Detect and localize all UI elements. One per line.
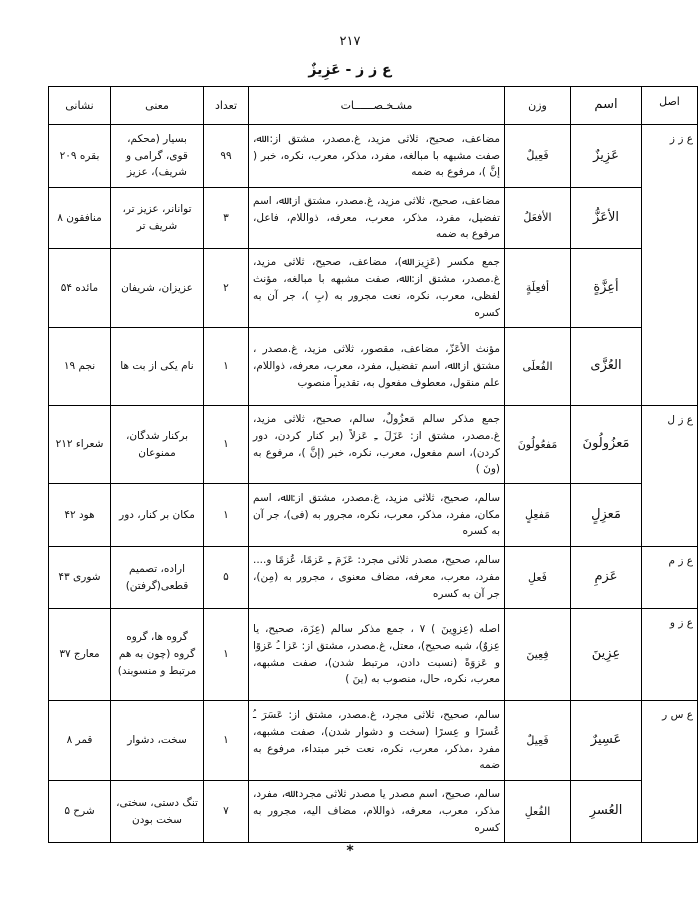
pattern-cell: فَعِيلٌ <box>505 701 571 781</box>
footer-mark: * <box>346 843 354 859</box>
meaning-cell: سخت، دشوار <box>111 701 204 781</box>
specs-cell: مضاعف، صحيح، ثلاثى مزيد، غ.مصدر، مشتق از: ﷲ، صفت مشبهه با مبالغه، مفرد، مذكر، معرب، نكره، خبر ( إنَّ )، مرفوع به ضمه <box>249 125 505 188</box>
page-number: ۲۱۷ <box>339 34 361 49</box>
specs-cell: سالم، صحيح، ثلاثى مجرد، غ.مصدر، مشتق از: عَسَرَ ـُ عُسرًا و عِسرًا (سخت و دشوار شدن)، صفت مشبهه، مفرد ،مذكر، معرب، نكره، نعت خبر مبتداء، مرفوع به ضمه <box>249 701 505 781</box>
table-row <box>49 547 698 609</box>
noun-cell: العُسرِ <box>571 781 642 843</box>
meaning-cell: بسیار (محکم، قوی، گرامی و شریف)، عزیز <box>111 125 204 188</box>
count-cell: ۱ <box>204 701 249 781</box>
header-pattern: وزن <box>505 87 571 125</box>
count-cell: ۱ <box>204 406 249 484</box>
root-cell: ع ز ل <box>642 406 698 547</box>
pattern-cell: الأفعَلُ <box>505 188 571 249</box>
noun-cell: مَعزِلٍ <box>571 484 642 547</box>
pattern-cell: أفعِلَةٍ <box>505 249 571 328</box>
root-cell: ع ز ز <box>642 125 698 406</box>
specs-cell: اصله (عِزوِينَ ) ۷ ، جمع مذكر سالم (عِزَة، صحيح، يا عِزوٌ)، شبه صحيح)، معتل، غ.مصدر، مشتق از: عَزا ـُ عَزوًا و عَزوَةً (نسبت دادن، مرتبط شدن)، صفت مشبهه، معرب، نكره، حال، منصوب به (ينَ ) <box>249 609 505 701</box>
pattern-cell: فِعِينَ <box>505 609 571 701</box>
count-cell: ۷ <box>204 781 249 843</box>
count-cell: ۳ <box>204 188 249 249</box>
pattern-cell: الفُعلِ <box>505 781 571 843</box>
specs-cell: سالم، صحيح، مصدر ثلاثى مجرد: عَزَمَ ـِ عَزمًا، عُزمًا و.... مفرد، معرب، معرفه، مضاف معنوى ، مجرور به (مِن)، جر آن به كسره <box>249 547 505 609</box>
noun-cell: عَزمِ <box>571 547 642 609</box>
meaning-cell: برکنار شدگان، ممنوعان <box>111 406 204 484</box>
page-title: ع ز ز - عَزِيزٌ <box>308 62 392 78</box>
pattern-cell: الفُعلَى <box>505 328 571 406</box>
reference-cell: شعراء ۲۱۲ <box>49 406 111 484</box>
noun-cell: العُزَّى <box>571 328 642 406</box>
reference-cell: منافقون ۸ <box>49 188 111 249</box>
root-cell: ع ز م <box>642 547 698 609</box>
noun-cell: عَسِيرٌ <box>571 701 642 781</box>
noun-cell: عَزِيزٌ <box>571 125 642 188</box>
header-root: اصل <box>642 87 698 125</box>
meaning-cell: عزیزان، شریفان <box>111 249 204 328</box>
meaning-cell: توانانر، عزیز تر، شریف تر <box>111 188 204 249</box>
specs-cell: سالم، صحيح، اسم مصدر يا مصدر ثلاثى مجرد: ﷲ، مفرد، مذكر، معرب، معرفه، ذواللام، مضاف اليه، مجرور به كسره <box>249 781 505 843</box>
pattern-cell: فَعلِ <box>505 547 571 609</box>
root-cell: ع ز و <box>642 609 698 701</box>
header-noun: اسم <box>571 87 642 125</box>
count-cell: ۱ <box>204 609 249 701</box>
table-row <box>49 125 698 188</box>
lexicon-table <box>48 86 698 843</box>
pattern-cell: مَفعِلٍ <box>505 484 571 547</box>
meaning-cell: نام یکی از بت ها <box>111 328 204 406</box>
header-specs: مشـخـصــــــات <box>249 87 505 125</box>
count-cell: ۹۹ <box>204 125 249 188</box>
table-row <box>49 249 698 328</box>
count-cell: ۲ <box>204 249 249 328</box>
header-count: تعداد <box>204 87 249 125</box>
root-cell: ع س ر <box>642 701 698 843</box>
noun-cell: الأعَزُّ <box>571 188 642 249</box>
reference-cell: شوری ۴۳ <box>49 547 111 609</box>
table-row <box>49 406 698 484</box>
reference-cell: هود ۴۲ <box>49 484 111 547</box>
noun-cell: عِزِينَ <box>571 609 642 701</box>
header-reference: نشانی <box>49 87 111 125</box>
header-meaning: معنی <box>111 87 204 125</box>
specs-cell: سالم، صحيح، ثلاثى مزيد، غ.مصدر، مشتق از: ﷲ، اسم مكان، مفرد، مذكر، معرب، نكره، مجرور به (فى)، جر آن به كسره <box>249 484 505 547</box>
specs-cell: مضاعف، صحيح، ثلاثى مزيد، غ.مصدر، مشتق از: ﷲ، اسم تفضيل، مفرد، مذكر، معرب، معرفه، ذواللام، فاعل، مرفوع به ضمه <box>249 188 505 249</box>
reference-cell: معارج ۳۷ <box>49 609 111 701</box>
reference-cell: بقره ۲۰۹ <box>49 125 111 188</box>
reference-cell: نجم ۱۹ <box>49 328 111 406</box>
reference-cell: شرح ۵ <box>49 781 111 843</box>
reference-cell: قمر ۸ <box>49 701 111 781</box>
table-row <box>49 188 698 249</box>
meaning-cell: مکان بر کنار، دور <box>111 484 204 547</box>
specs-cell: جمع مذكر سالم مَعزُولٌ، سالم، صحيح، ثلاثى مزيد، غ.مصدر، مشتق از: عَزَلَ ـِ عَزلاً (بر كنار كردن، دور كردن)، اسم مفعول، معرب، نكره، خبر (إنَّ )، مرفوع به (ونَ ) <box>249 406 505 484</box>
table-header-row <box>49 87 698 125</box>
specs-cell: جمع مكسر (عَزِيز ﷲ)، مضاعف، صحيح، ثلاثى مزيد، غ.مصدر، مشتق از: ﷲ، صفت مشبهه با مبالغه، مؤنث لفظى، معرب، نكره، نعت مجرور به (بِ )، جر آن به كسره <box>249 249 505 328</box>
meaning-cell: اراده، تصمیم قطعی(گرفتن) <box>111 547 204 609</box>
table-row <box>49 701 698 781</box>
count-cell: ۱ <box>204 328 249 406</box>
table-row <box>49 328 698 406</box>
count-cell: ۵ <box>204 547 249 609</box>
meaning-cell: تنگ دستی، سختی، سخت بودن <box>111 781 204 843</box>
noun-cell: أعِزَّةٍ <box>571 249 642 328</box>
pattern-cell: مَفعُولُونَ <box>505 406 571 484</box>
noun-cell: مَعزُولُونَ <box>571 406 642 484</box>
pattern-cell: فَعِيلٌ <box>505 125 571 188</box>
table-row <box>49 781 698 843</box>
specs-cell: مؤنث الأعَزّ، مضاعف، مقصور، ثلاثى مزيد، غ.مصدر ، مشتق از: ﷲ، اسم تفضيل، مفرد، معرب، معرفه، ذواللام، علم منقول، معطوف مفعول به، تقديراً منصوب <box>249 328 505 406</box>
count-cell: ۱ <box>204 484 249 547</box>
table-row <box>49 609 698 701</box>
table-row <box>49 484 698 547</box>
reference-cell: مائده ۵۴ <box>49 249 111 328</box>
meaning-cell: گروه ها، گروه گروه (چون به هم مرتبط و منسوبند) <box>111 609 204 701</box>
